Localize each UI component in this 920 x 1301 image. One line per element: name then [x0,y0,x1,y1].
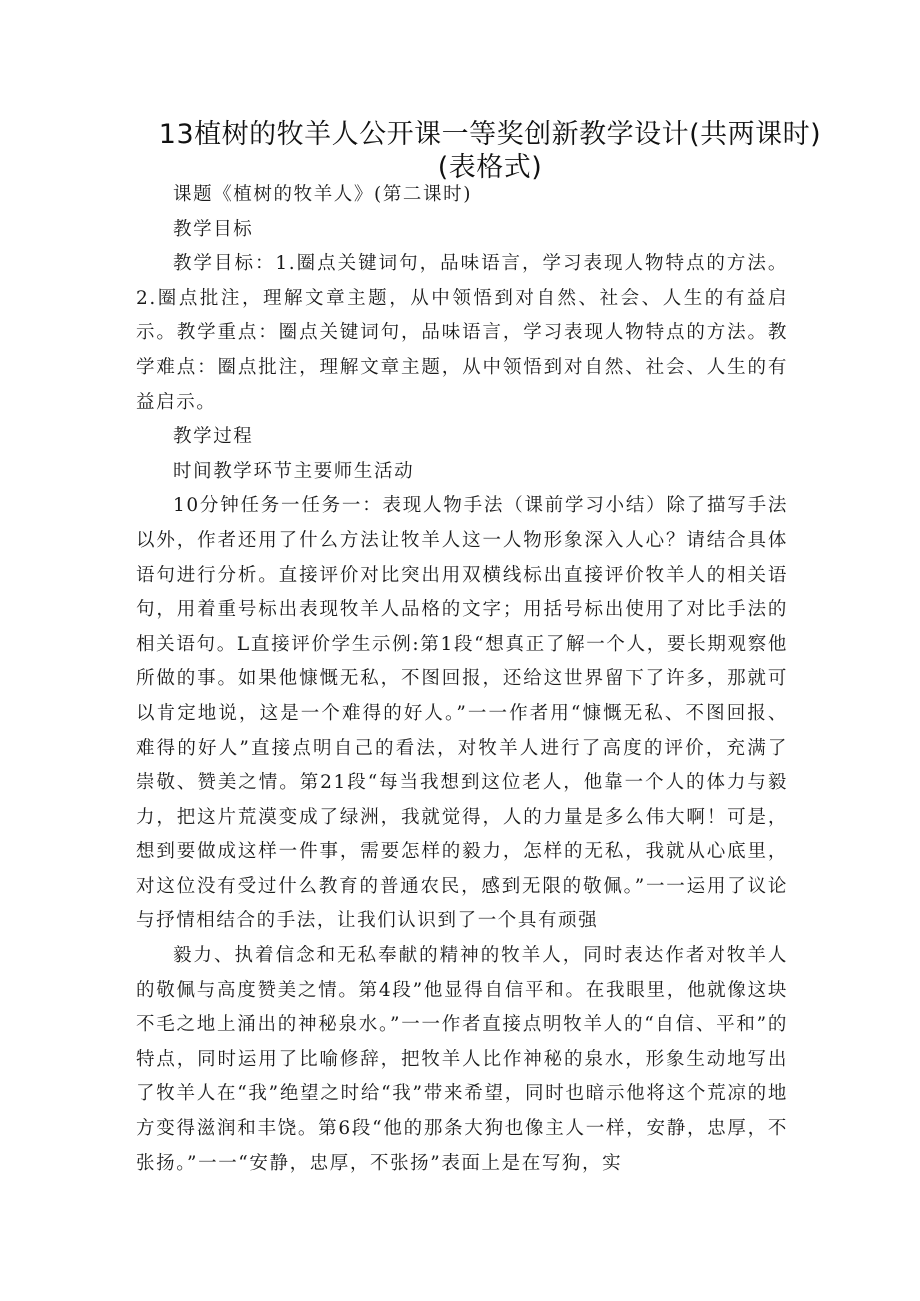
task-one-paragraph: 10分钟任务一任务一：表现人物手法（课前学习小结）除了描写手法以外，作者还用了什么方法让牧羊人这一人物形象深入人心？请结合具体语句进行分析。直接评价对比突出用双横线标出直接评价牧羊人的相关语句，用着重号标出表现牧羊人品格的文字；用括号标出使用了对比手法的相关语句。L直接评价学生示例:第1段“想真正了解一个人，要长期观察他所做的事。如果他慷慨无私，不图回报，还给这世界留下了许多，那就可以肯定地说，这是一个难得的好人。”一一作者用“慷慨无私、不图回报、难得的好人”直接点明自己的看法，对牧羊人进行了高度的评价，充满了崇敬、赞美之情。第21段“每当我想到这位老人，他靠一个人的体力与毅力，把这片荒漠变成了绿洲，我就觉得，人的力量是多么伟大啊！可是，想到要做成这样一件事，需要怎样的毅力，怎样的无私，我就从心底里，对这位没有受过什么教育的普通农民，感到无限的敬佩。”一一运用了议论与抒情相结合的手法，让我们认识到了一个具有顽强 [136,495,788,932]
lesson-topic: 课题《植树的牧羊人》(第二课时) [173,184,473,205]
table-header-line: 时间教学环节主要师生活动 [173,460,415,482]
document-body [136,178,788,1181]
section-heading-objectives: 教学目标 [173,218,254,240]
document-title-line2: (表格式) [437,152,543,183]
objectives-paragraph: 教学目标：1.圈点关键词句，品味语言，学习表现人物特点的方法。2.圈点批注，理解文章主题，从中领悟到对自然、社会、人生的有益启示。教学重点：圈点关键词句，品味语言，学习表现人物特点的方法。教学难点：圈点批注，理解文章主题，从中领悟到对自然、社会、人生的有益启示。 [136,253,788,413]
section-heading-process: 教学过程 [173,426,254,448]
document-title-line1: 13植树的牧羊人公开课一等奖创新教学设计(共两课时) [158,119,822,150]
continuation-paragraph: 毅力、执着信念和无私奉献的精神的牧羊人，同时表达作者对牧羊人的敬佩与高度赞美之情。第4段”他显得自信平和。在我眼里，他就像这块不毛之地上涌出的神秘泉水。”一一作者直接点明牧羊人的“自信、平和”的特点，同时运用了比喻修辞，把牧羊人比作神秘的泉水，形象生动地写出了牧羊人在“我”绝望之时给“我”带来希望，同时也暗示他将这个荒凉的地方变得滋润和丰饶。第6段“他的那条大狗也像主人一样，安静，忠厚，不张扬。”一一“安静，忠厚，不张扬”表面上是在写狗，实 [136,945,788,1174]
